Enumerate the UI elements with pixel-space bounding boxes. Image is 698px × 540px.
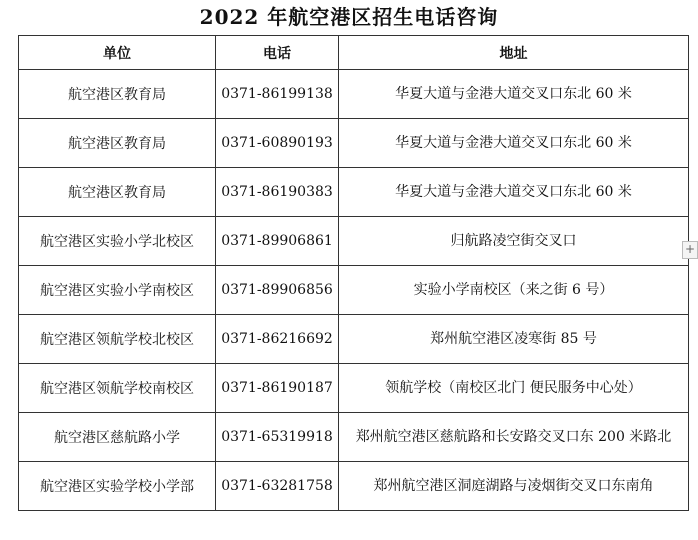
page-title: 2022 年航空港区招生电话咨询	[199, 5, 499, 29]
unit-cell: 航空港区教育局	[19, 168, 216, 217]
unit-cell: 航空港区领航学校北校区	[19, 315, 216, 364]
unit-cell: 航空港区教育局	[19, 70, 216, 119]
column-header-unit: 单位	[19, 36, 216, 70]
table-row	[19, 315, 689, 364]
address-cell: 领航学校（南校区北门 便民服务中心处）	[339, 364, 689, 413]
column-header-address: 地址	[339, 36, 689, 70]
phone-cell: 0371-89906856	[216, 266, 339, 315]
address-cell: 华夏大道与金港大道交叉口东北 60 米	[339, 119, 689, 168]
address-cell: 郑州航空港区凌寒街 85 号	[339, 315, 689, 364]
phone-cell: 0371-86199138	[216, 70, 339, 119]
phone-cell: 0371-65319918	[216, 413, 339, 462]
address-cell: 归航路凌空街交叉口	[339, 217, 689, 266]
phone-cell: 0371-89906861	[216, 217, 339, 266]
table-row	[19, 217, 689, 266]
unit-cell: 航空港区慈航路小学	[19, 413, 216, 462]
phone-cell: 0371-86190383	[216, 168, 339, 217]
phone-cell: 0371-86190187	[216, 364, 339, 413]
table-row	[19, 70, 689, 119]
address-cell: 郑州航空港区洞庭湖路与凌烟街交叉口东南角	[339, 462, 689, 511]
address-cell: 华夏大道与金港大道交叉口东北 60 米	[339, 70, 689, 119]
phone-cell: 0371-60890193	[216, 119, 339, 168]
unit-cell: 航空港区实验小学南校区	[19, 266, 216, 315]
table-row	[19, 364, 689, 413]
address-cell: 华夏大道与金港大道交叉口东北 60 米	[339, 168, 689, 217]
table-row	[19, 266, 689, 315]
plus-icon: +	[684, 242, 696, 256]
column-header-phone: 电话	[216, 36, 339, 70]
table-row	[19, 168, 689, 217]
table-row	[19, 119, 689, 168]
table-add-button[interactable]	[682, 241, 698, 259]
unit-cell: 航空港区教育局	[19, 119, 216, 168]
address-cell: 实验小学南校区（来之街 6 号）	[339, 266, 689, 315]
phone-cell: 0371-86216692	[216, 315, 339, 364]
unit-cell: 航空港区实验学校小学部	[19, 462, 216, 511]
address-cell: 郑州航空港区慈航路和长安路交叉口东 200 米路北	[339, 413, 689, 462]
table-header-row	[19, 36, 689, 70]
unit-cell: 航空港区实验小学北校区	[19, 217, 216, 266]
unit-cell: 航空港区领航学校南校区	[19, 364, 216, 413]
contact-table	[18, 35, 689, 511]
table-row	[19, 462, 689, 511]
phone-cell: 0371-63281758	[216, 462, 339, 511]
table-row	[19, 413, 689, 462]
